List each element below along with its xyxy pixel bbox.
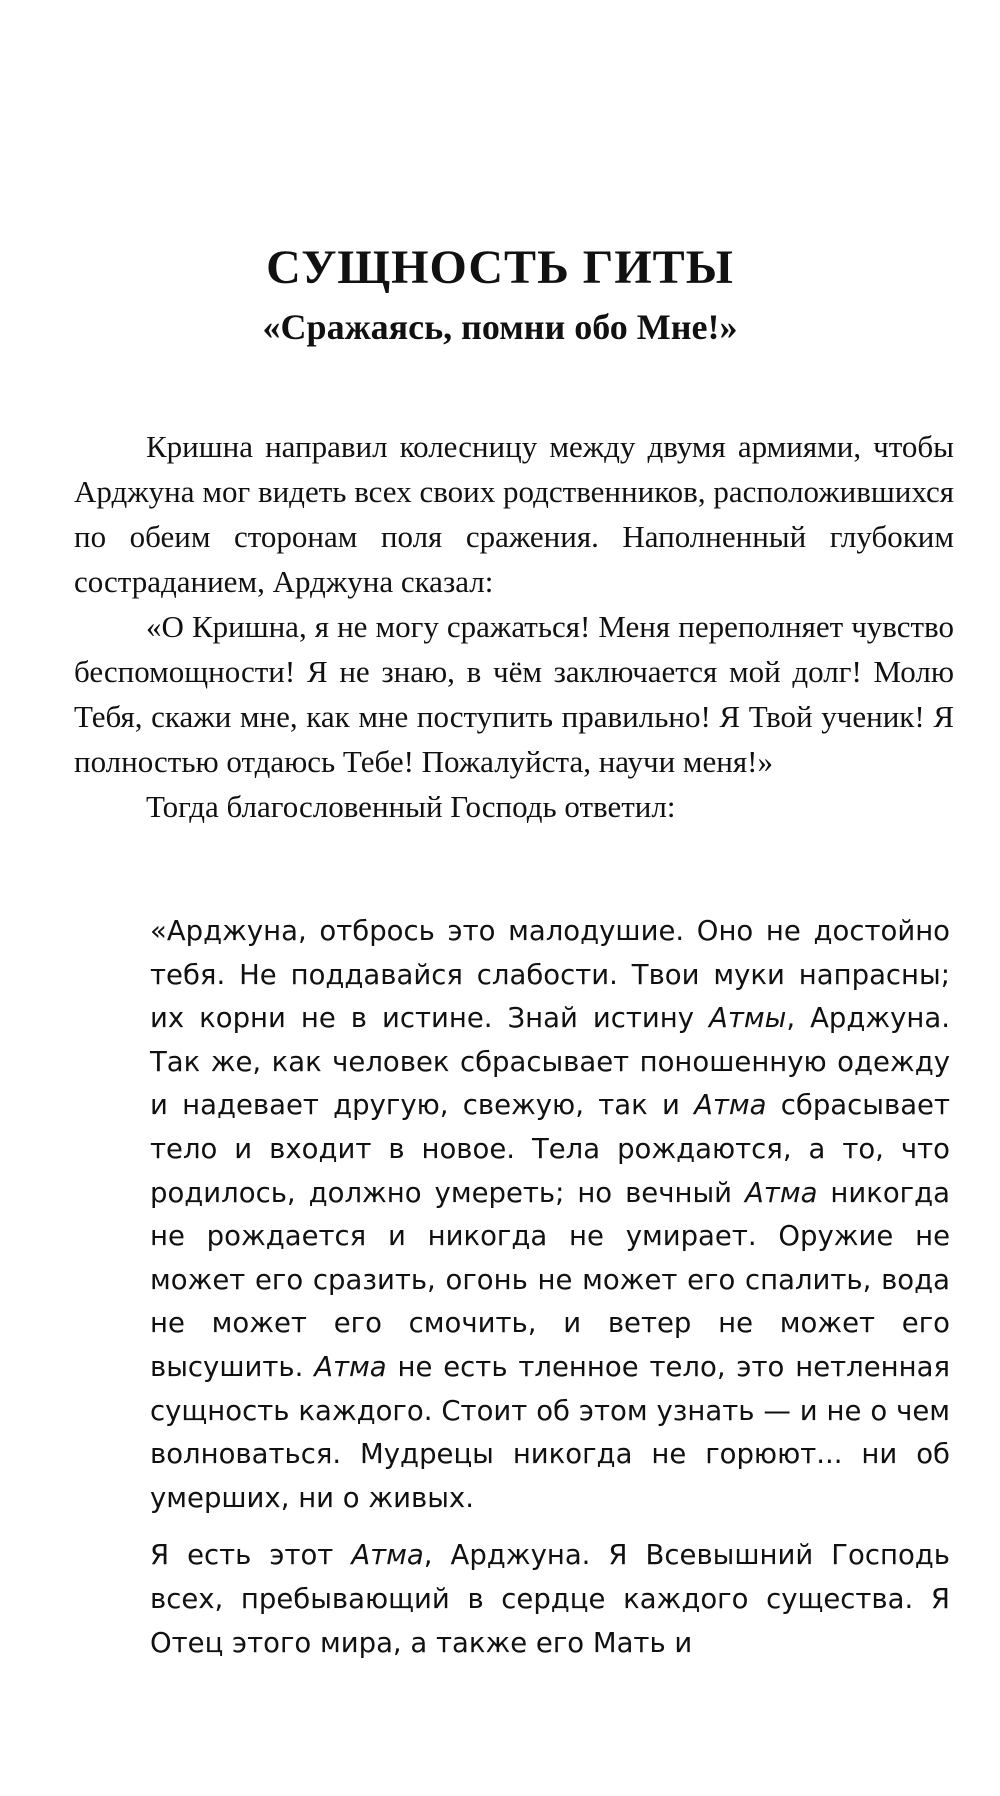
quote-text: никогда не рождается и никогда не умирает. Оружие не может его сразить, огонь не может его спалить, вода не может его смочить, и ветер не может его высушить. [150,1176,951,1383]
quote-text: сбрасывает тело и входит в новое. Тела рождаются, а то, что родилось, должно умереть; но вечный [150,1089,950,1209]
quote-text: , Арджуна. Так же, как человек сбрасывает поношенную одежду и надевает другую, свежую, так и [150,1002,950,1122]
chapter-subtitle: «Сражаясь, помни обо Мне!» [262,307,738,347]
atma-term: Атма [351,1539,424,1572]
quote-paragraph [150,910,950,1520]
narrative-paragraph: Кришна направил колесницу между двумя армиями, чтобы Арджуна мог видеть всех своих родственников, расположившихся по обеим сторонам поля сражения. Наполненный глубоким состраданием, Арджуна сказал: [74,429,954,599]
narrative-paragraph: Тогда благословенный Господь ответил: [146,789,676,824]
quote-text: Я есть этот [150,1539,352,1572]
arjuna-speech: «О Кришна, я не могу сражаться! Меня переполняет чувство беспомощности! Я не знаю, в чём заключается мой долг! Молю Тебя, скажи мне, как мне поступить правильно! Я Твой ученик! Я полностью отдаюсь Тебе! Пожалуйста, научи меня!» [74,609,954,779]
chapter-title: СУЩНОСТЬ ГИТЫ [266,241,734,294]
quote-text: «Арджуна, отбрось это малодушие. Оно не достойно тебя. Не поддавайся слабости. Твои муки напрасны; их корни не в истине. Знай истину [150,915,950,1035]
quote-text: не есть тленное тело, это нетленная сущность каждого. Стоит об этом узнать — и не о чем волноваться. Мудрецы никогда не горюют... ни об умерших, ни о живых. [150,1350,950,1514]
atma-term: Атмы [709,1002,787,1035]
atma-term: Атма [314,1350,387,1383]
quote-text: , Арджуна. Я Всевышний Господь всех, пребывающий в сердце каждого существа. Я Отец этого мира, а также его Мать и [150,1539,950,1659]
narrative-block [74,424,954,829]
krishna-quote [150,910,950,1665]
quote-paragraph [150,1534,950,1665]
atma-term: Атма [694,1089,767,1122]
atma-term: Атма [745,1176,818,1209]
